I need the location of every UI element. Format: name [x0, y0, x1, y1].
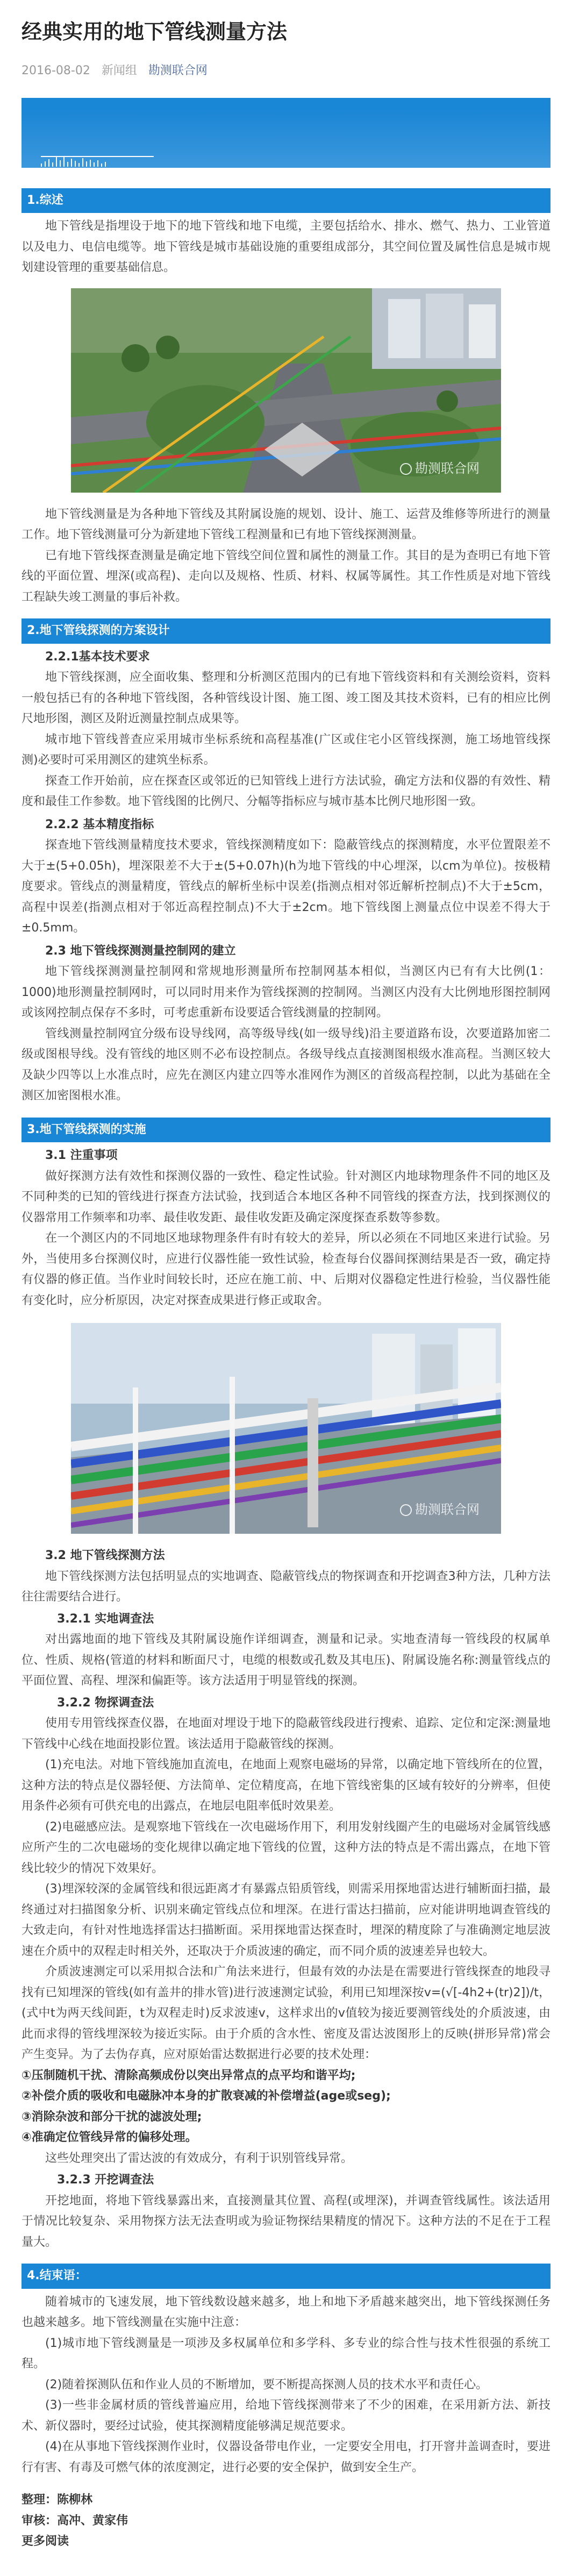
paragraph: (2)随着探测队伍和作业人员的不断增加，要不断提高探测人员的技术水平和责任心。 — [45, 2378, 488, 2392]
publish-date: 2016-08-02 — [22, 64, 90, 78]
watermark — [400, 457, 480, 480]
paragraph: 在一个测区内的不同地区地球物理条件有时有较大的差异，所以必须在不同地区来进行试验。另外，当使用多台探测仪时，应进行仪器性能一致性试验，检查每台仪器间探测结果是否一致，确定持有仪器的修正值。当作业时间较长时，还应在施工前、中、后期对仪器稳定性进行检验，当仪器性能有变化时，应分析原因，决定对探查成果进行修正或取舍。 — [22, 1232, 550, 1307]
equalizer-bar — [45, 161, 46, 167]
paragraph: 地下管线测量是为各种地下管线及其附属设施的规划、设计、施工、运营及维修等所进行的测量工作。地下管线测量可分为新建地下管线工程测量和已有地下管线探测测量。 — [22, 507, 550, 542]
paragraph: (2)电磁感应法。是观察地下管线在一次电磁场作用下，利用发射线圈产生的电磁场对金属管线感应所产生的二次电磁场的变化规律以确定地下管线的位置，这种方法的特点是不需出露点，在地下管线比较少的情况下效果好。 — [22, 1820, 550, 1875]
reviewer-credit: 审核：高冲、黄家伟 — [22, 2514, 128, 2528]
paragraph: 地下管线探测测量控制网和常规地形测量所布控制网基本相似，当测区内已有有大比例(1：1000)地形测量控制网时，可以同时用来作为管线探测的控制网。当测区内没有大比例地形图控制网或该网控制点保存不多时，可考虑重新布设要适合管线测量的控制网。 — [22, 965, 550, 1020]
paragraph: (3)一些非金属材质的管线普遍应用，给地下管线探测带来了不少的困难，在采用新方法、新技术、新仪器时，要经过试验，使其探测精度能够满足规范要求。 — [22, 2399, 550, 2433]
paragraph: 这些处理突出了雷达波的有效成分，有利于识别管线异常。 — [45, 2151, 353, 2165]
section-heading-overview: 1.综述 — [22, 188, 550, 214]
article-title: 经典实用的地下管线测量方法 — [22, 20, 288, 44]
section-heading-conclusion: 4.结束语： — [22, 2264, 550, 2289]
article-meta — [22, 61, 550, 82]
equalizer-bar — [71, 159, 72, 167]
paragraph: 管线测量控制网宜分级布设导线网，高等级导线(如一级导线)沿主要道路布设，次要道路加密二级或图根导线。没有管线的地区则不必布设控制点。各级导线点直接测图根级水准高程。当测区较大及缺少四等以上水准点时，应先在测区内建立四等水准网作为测区的首级高程控制，以此为基础在全测区加密图根水准。 — [22, 1027, 550, 1103]
equalizer-bar — [48, 159, 49, 167]
equalizer-bar — [52, 162, 53, 167]
watermark-logo-icon — [400, 1504, 412, 1516]
paragraph: 开挖地面，将地下管线暴露出来，直接测量其位置、高程(或埋深)，并调查管线属性。该法适用于情况比较复杂、采用物探方法无法查明或为验证物探结果精度的情况下。这种方法的不足在于工程量大。 — [22, 2194, 550, 2249]
paragraph: 地下管线是指埋设于地下的地下管线和地下电缆，主要包括给水、排水、燃气、热力、工业管道以及电力、电信电缆等。地下管线是城市基础设施的重要组成部分，其空间位置及属性信息是城市规划建设管理的重要基础信息。 — [22, 219, 550, 275]
equalizer-bar — [60, 160, 61, 167]
paragraph: (1)充电法。对地下管线施加直流电，在地面上观察电磁场的异常，以确定地下管线所在的位置，这种方法的特点是仪器轻便、方法简单、定位精度高，在地下管线密集的区域有较好的分辨率，但使用条件必须有可供充电的出露点，在地层电阻率低时效果差。 — [22, 1758, 550, 1813]
equalizer-bar — [41, 163, 42, 167]
equalizer-bar — [63, 156, 65, 167]
underground-pipes-illustration — [71, 1323, 501, 1534]
technique-item: ①压制随机干扰、清除高频成份以突出异常点的点平均和谐平均; — [22, 2068, 356, 2082]
paragraph: 做好探测方法有效性和探测仪器的一致性、稳定性试验。针对测区内地球物理条件不同的地区及不同种类的已知的管线进行探查方法试验，找到适合本地区各种不同管线的探查方法，找到探测仪的仪器常用工作频率和功率、最佳收发距、最佳收发距及确定深度探查系数等参数。 — [22, 1169, 550, 1225]
paragraph: 已有地下管线探查测量是确定地下管线空间位置和属性的测量工作。其目的是为查明已有地下管线的平面位置、埋深(或高程)、走向以及规格、性质、材料、权属等属性。其工作性质是对地下管线工程缺失竣工测量的事后补救。 — [22, 549, 550, 604]
account-link[interactable]: 勘测联合网 — [148, 64, 208, 78]
section-heading-implementation: 3.地下管线探测的实施 — [22, 1118, 550, 1143]
paragraph: 对出露地面的地下管线及其附属设施作详细调查，测量和记录。实地查清每一管线段的权属单位、性质、规格(管道的材料和断面尺寸，电缆的根数或孔数及其电压)、附属设施名称:测量管线点的平面位置、高程、埋深和偏距等。该方法适用于明显管线的探测。 — [22, 1633, 550, 1688]
subheading: 2.2.2 基本精度指标 — [45, 817, 154, 831]
subheading: 2.3 地下管线探测测量控制网的建立 — [45, 944, 236, 958]
watermark-logo-icon — [400, 463, 412, 475]
paragraph: 使用专用管线探查仪器，在地面对埋设于地下的隐蔽管线段进行搜索、追踪、定位和定深:测量地下管线中心线在地面投影位置。该法适用于隐蔽管线的探测。 — [22, 1717, 550, 1751]
article-credits — [22, 2490, 550, 2552]
article-category: 新闻组 — [101, 64, 137, 78]
watermark-text: 勘测联合网 — [415, 1502, 480, 1518]
technique-item: ③消除杂波和部分干扰的滤波处理; — [22, 2110, 202, 2124]
equalizer-bar — [86, 161, 87, 167]
equalizer-bar — [97, 160, 98, 167]
technique-item: ④准确定位管线异常的偏移处理。 — [22, 2131, 197, 2145]
organizer-credit: 整理：陈柳林 — [22, 2493, 93, 2507]
equalizer-bar — [75, 161, 76, 167]
equalizer-bar — [105, 162, 106, 167]
watermark — [400, 1498, 480, 1521]
paragraph: (3)埋深较深的金属管线和很远距离才有暴露点铅质管线，则需采用探地雷达进行辅断面扫描，最终通过对扫描图象分析、识别来确定管线点位和埋深。在进行雷达扫描前，应对能讲明地调查管线的大致走向，有针对性地选择雷达扫描断面。采用探地雷达探查时，埋深的精度除了与准确测定地层波速在介质中的双程走时相关外，还取决于介质波速的确定，而不同介质的波速差异也较大。 — [22, 1882, 550, 1958]
watermark-text: 勘测联合网 — [415, 460, 480, 476]
paragraph: 探查地下管线测量精度技术要求，管线探测精度如下：隐蔽管线点的探测精度，水平位置限差不大于±(5+0.05h)，埋深限差不大于±(5+0.07h)(h为地下管线的中心埋深，以cm为单位)。按极精度要求。管线点的测量精度，管线点的解析坐标中误差(指测点相对邻近解析控制点)不大于±5cm，高程中误差(指测点相对于邻近高程控制点)不大于±2cm。地下管线图上测量点位中误差不得大于±0.5mm。 — [22, 838, 550, 935]
paragraph: 随着城市的飞速发展，地下管线数设越来越多，地上和地下矛盾越来越突出，地下管线探测任务也越来越多。地下管线测量在实施中注意： — [22, 2295, 550, 2330]
section-heading-design: 2.地下管线探测的方案设计 — [22, 618, 550, 644]
subheading: 3.1 注重事项 — [45, 1149, 118, 1163]
paragraph: (1)城市地下管线测量是一项涉及多权属单位和多学科、多专业的综合性与技术性很强的系统工程。 — [22, 2336, 550, 2371]
technique-item: ②补偿介质的吸收和电磁脉冲本身的扩散衰减的补偿增益(age或seg); — [22, 2089, 391, 2103]
header-banner — [22, 98, 550, 168]
banner-baseline — [41, 156, 154, 157]
paragraph: 地下管线探测方法包括明显点的实地调查、隐蔽管线点的物探调查和开挖调查3种方法，几种方法往往需要结合进行。 — [22, 1569, 550, 1604]
paragraph: 探查工作开始前，应在探查区或邻近的已知管线上进行方法试验，确定方法和仪器的有效性、精度和最佳工作参数。地下管线图的比例尺、分幅等指标应与城市基本比例尺地形图一致。 — [22, 774, 550, 809]
equalizer-bar — [56, 157, 57, 167]
paragraph: (4)在从事地下管线探测作业时，仪器设备带电作业，一定要安全用电，打开窨井盖调查时，要进行有害、有毒及可燃气体的浓度测定，进行必要的安全保护，做到安全生产。 — [22, 2440, 550, 2474]
equalizer-bar — [94, 162, 95, 167]
subheading: 3.2.3 开挖调查法 — [57, 2173, 154, 2187]
equalizer-bar — [82, 158, 83, 167]
equalizer-bar — [78, 163, 80, 167]
paragraph: 城市地下管线普查应采用城市坐标系统和高程基准(广区或住宅小区管线探测，施工场地管线探测)必要时可采用测区的建筑坐标系。 — [22, 732, 550, 767]
paragraph: 介质波速测定可以采用拟合法和广角法来进行，但最有效的办法是在需要进行管线探查的地段寻找有已知埋深的管线(如有盖井的排水管)进行波速测定试验，利用已知埋深按v=(√[-4h2+(tr)2])/t，(式中t为两天线间距，t为双程走时)反求波速v，这样求出的v值较为接近要测管线处的介质波速，由此而求得的管线埋深较为接近实际。由于介质的含水性、密度及雷达波图形上的反映(拼形异常)常会产生变异。为了去伪存真，应对原始雷达数据进行必要的技术处理： — [22, 1965, 550, 2062]
subheading: 3.2 地下管线探测方法 — [45, 1549, 165, 1563]
subheading: 2.2.1基本技术要求 — [45, 650, 150, 664]
more-reading-link[interactable]: 更多阅读 — [22, 2535, 69, 2549]
equalizer-bar — [101, 163, 102, 167]
subheading: 3.2.1 实地调查法 — [57, 1612, 154, 1626]
equalizer-bar — [67, 162, 68, 167]
city-pipeline-illustration — [71, 288, 501, 493]
equalizer-bar — [90, 160, 91, 167]
paragraph: 地下管线探测，应全面收集、整理和分析测区范围内的已有地下管线资料和有关测绘资料，资料一般包括已有的各种地下管线图，各种管线设计图、施工图、竣工图及其技术资料，已有的相应比例尺地形图，测区及附近测量控制点成果等。 — [22, 671, 550, 726]
subheading: 3.2.2 物探调查法 — [57, 1696, 154, 1710]
